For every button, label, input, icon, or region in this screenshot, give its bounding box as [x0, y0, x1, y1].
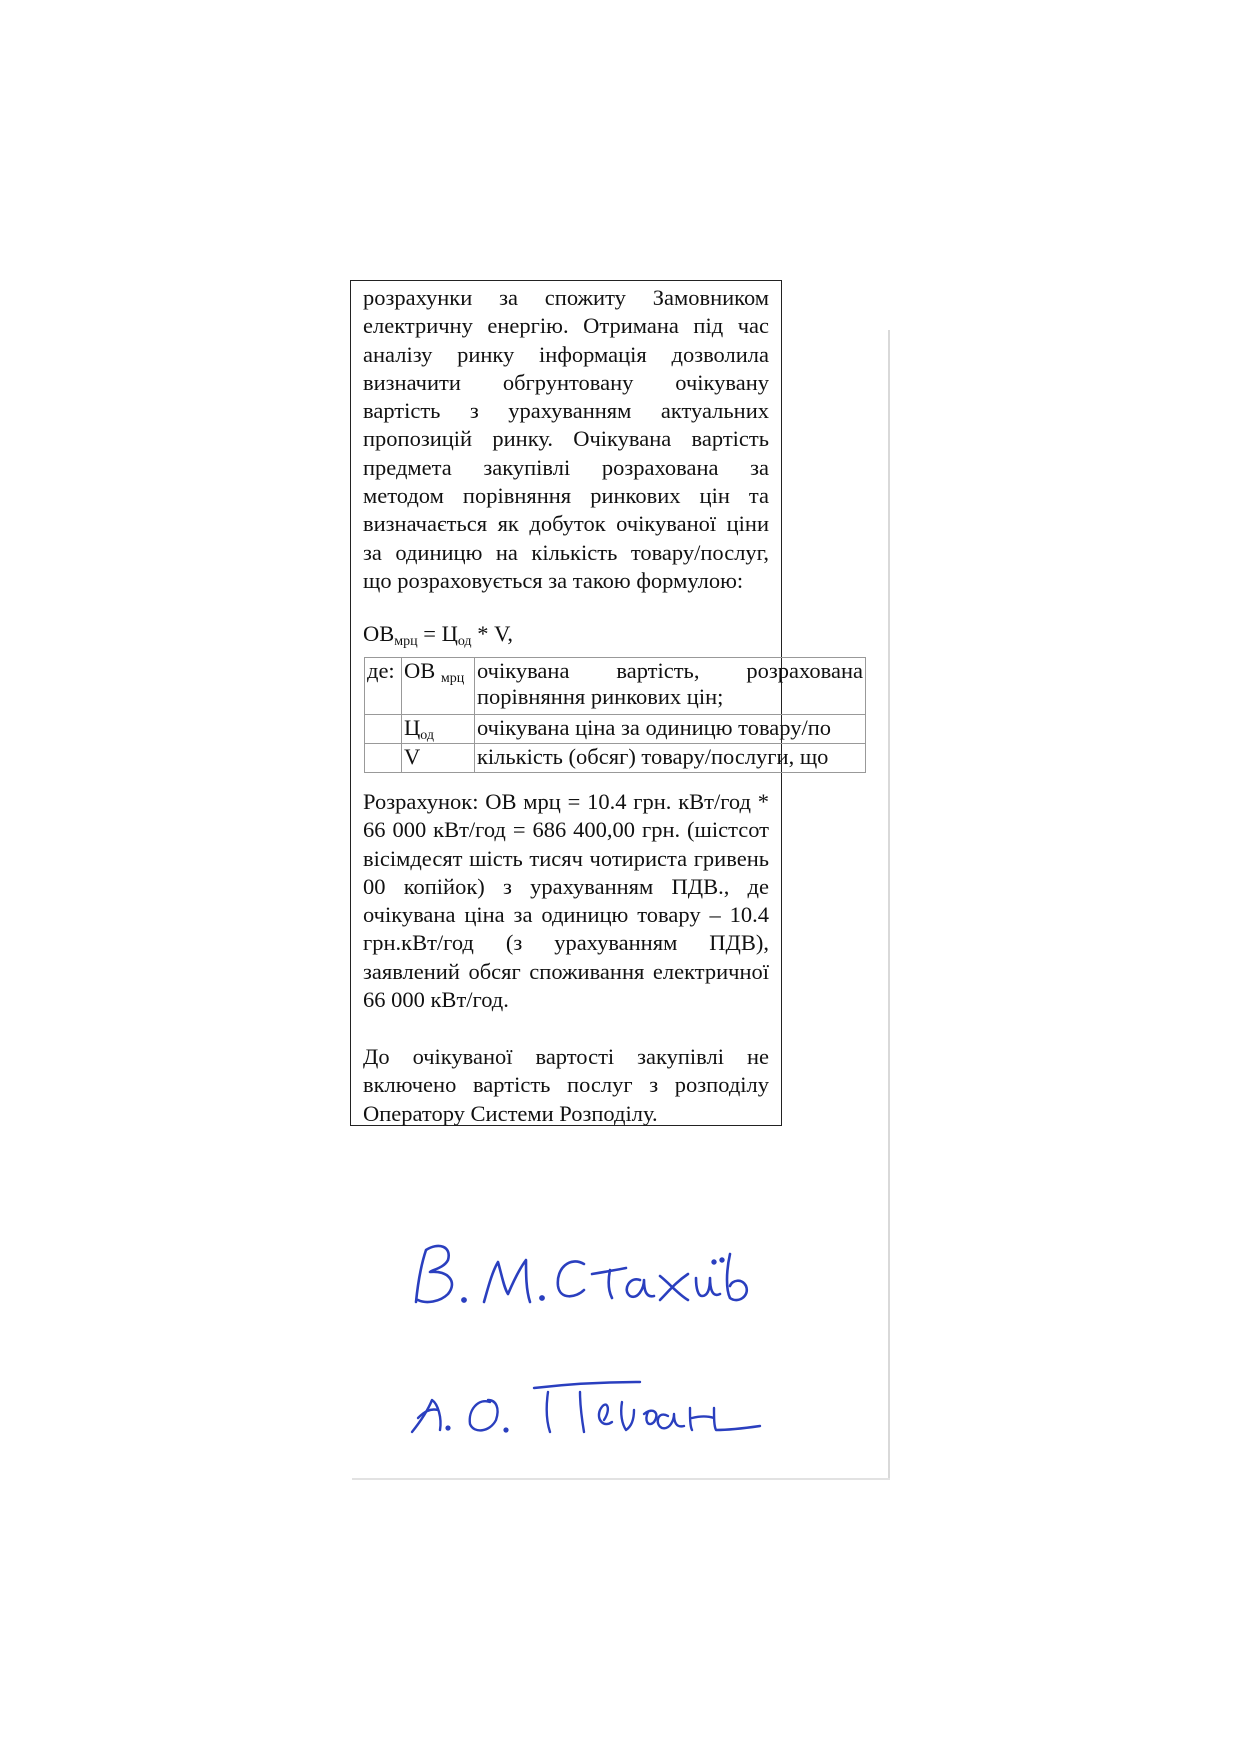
definition-label: де: [365, 658, 402, 715]
scan-sheet-edge [888, 330, 890, 1480]
handwritten-signature [408, 1232, 828, 1312]
definitions-table [364, 657, 866, 773]
formula-price-sub: од [457, 634, 472, 649]
definition-line: порівняння ринкових цін; [477, 684, 724, 709]
definition-row [365, 744, 866, 773]
signature-stakhiv [408, 1232, 828, 1312]
formula [363, 620, 513, 648]
intro-paragraph: розрахунки за спожиту Замовником електричну енергію. Отримана під час аналізу ринку інформація дозволила визначити обгрунтовану очікувану вартість з урахуванням актуальних пропозицій ринку. Очікувана вартість предмета закупівлі розрахована за методом порівняння ринкових цін та визначається як добуток очікуваної ціни за одиницю на кількість товару/послуг, що розраховується за такою формулою: [363, 285, 769, 593]
symbol-text: Ц [404, 715, 421, 740]
definition-label-empty [365, 715, 402, 744]
handwritten-signature [408, 1362, 828, 1442]
formula-rest: * V, [471, 621, 514, 646]
symbol-sub: од [420, 728, 434, 743]
formula-lhs-sub: мрц [394, 634, 418, 649]
formula-equals: = [417, 621, 442, 646]
note-paragraph: До очікуваної вартості закупівлі не включено вартість послуг з розподілу Оператору Системи Розподілу. [363, 1044, 769, 1126]
symbol-sub: мрц [440, 671, 465, 686]
definition-symbol [402, 744, 475, 773]
symbol-text: ОВ [404, 658, 436, 683]
definition-text: кількість (обсяг) товару/послуги, що [475, 744, 866, 773]
definition-row [365, 715, 866, 744]
symbol-text: V [404, 744, 421, 769]
scan-sheet-edge [352, 1478, 890, 1480]
definition-row [365, 658, 866, 715]
definition-line: очікувана вартість, розрахована [477, 658, 863, 683]
definition-symbol [402, 658, 475, 715]
calculation-paragraph: Розрахунок: ОВ мрц = 10.4 грн. кВт/год * 66 000 кВт/год = 686 400,00 грн. (шістсот вісімдесят шість тисяч чотириста гривень 00 копійок) з урахуванням ПДВ., де очікувана ціна за одиницю товару – 10.4 грн.кВт/год (з урахуванням ПДВ), заявлений обсяг споживання електричної 66 000 кВт/год. [363, 789, 769, 1013]
formula-lhs: ОВ [363, 621, 395, 646]
definition-label-empty [365, 744, 402, 773]
definition-text [475, 658, 866, 715]
signature-pelhan [408, 1362, 828, 1442]
definition-symbol [402, 715, 475, 744]
definition-text: очікувана ціна за одиницю товару/по [475, 715, 866, 744]
formula-price: Ц [441, 621, 458, 646]
